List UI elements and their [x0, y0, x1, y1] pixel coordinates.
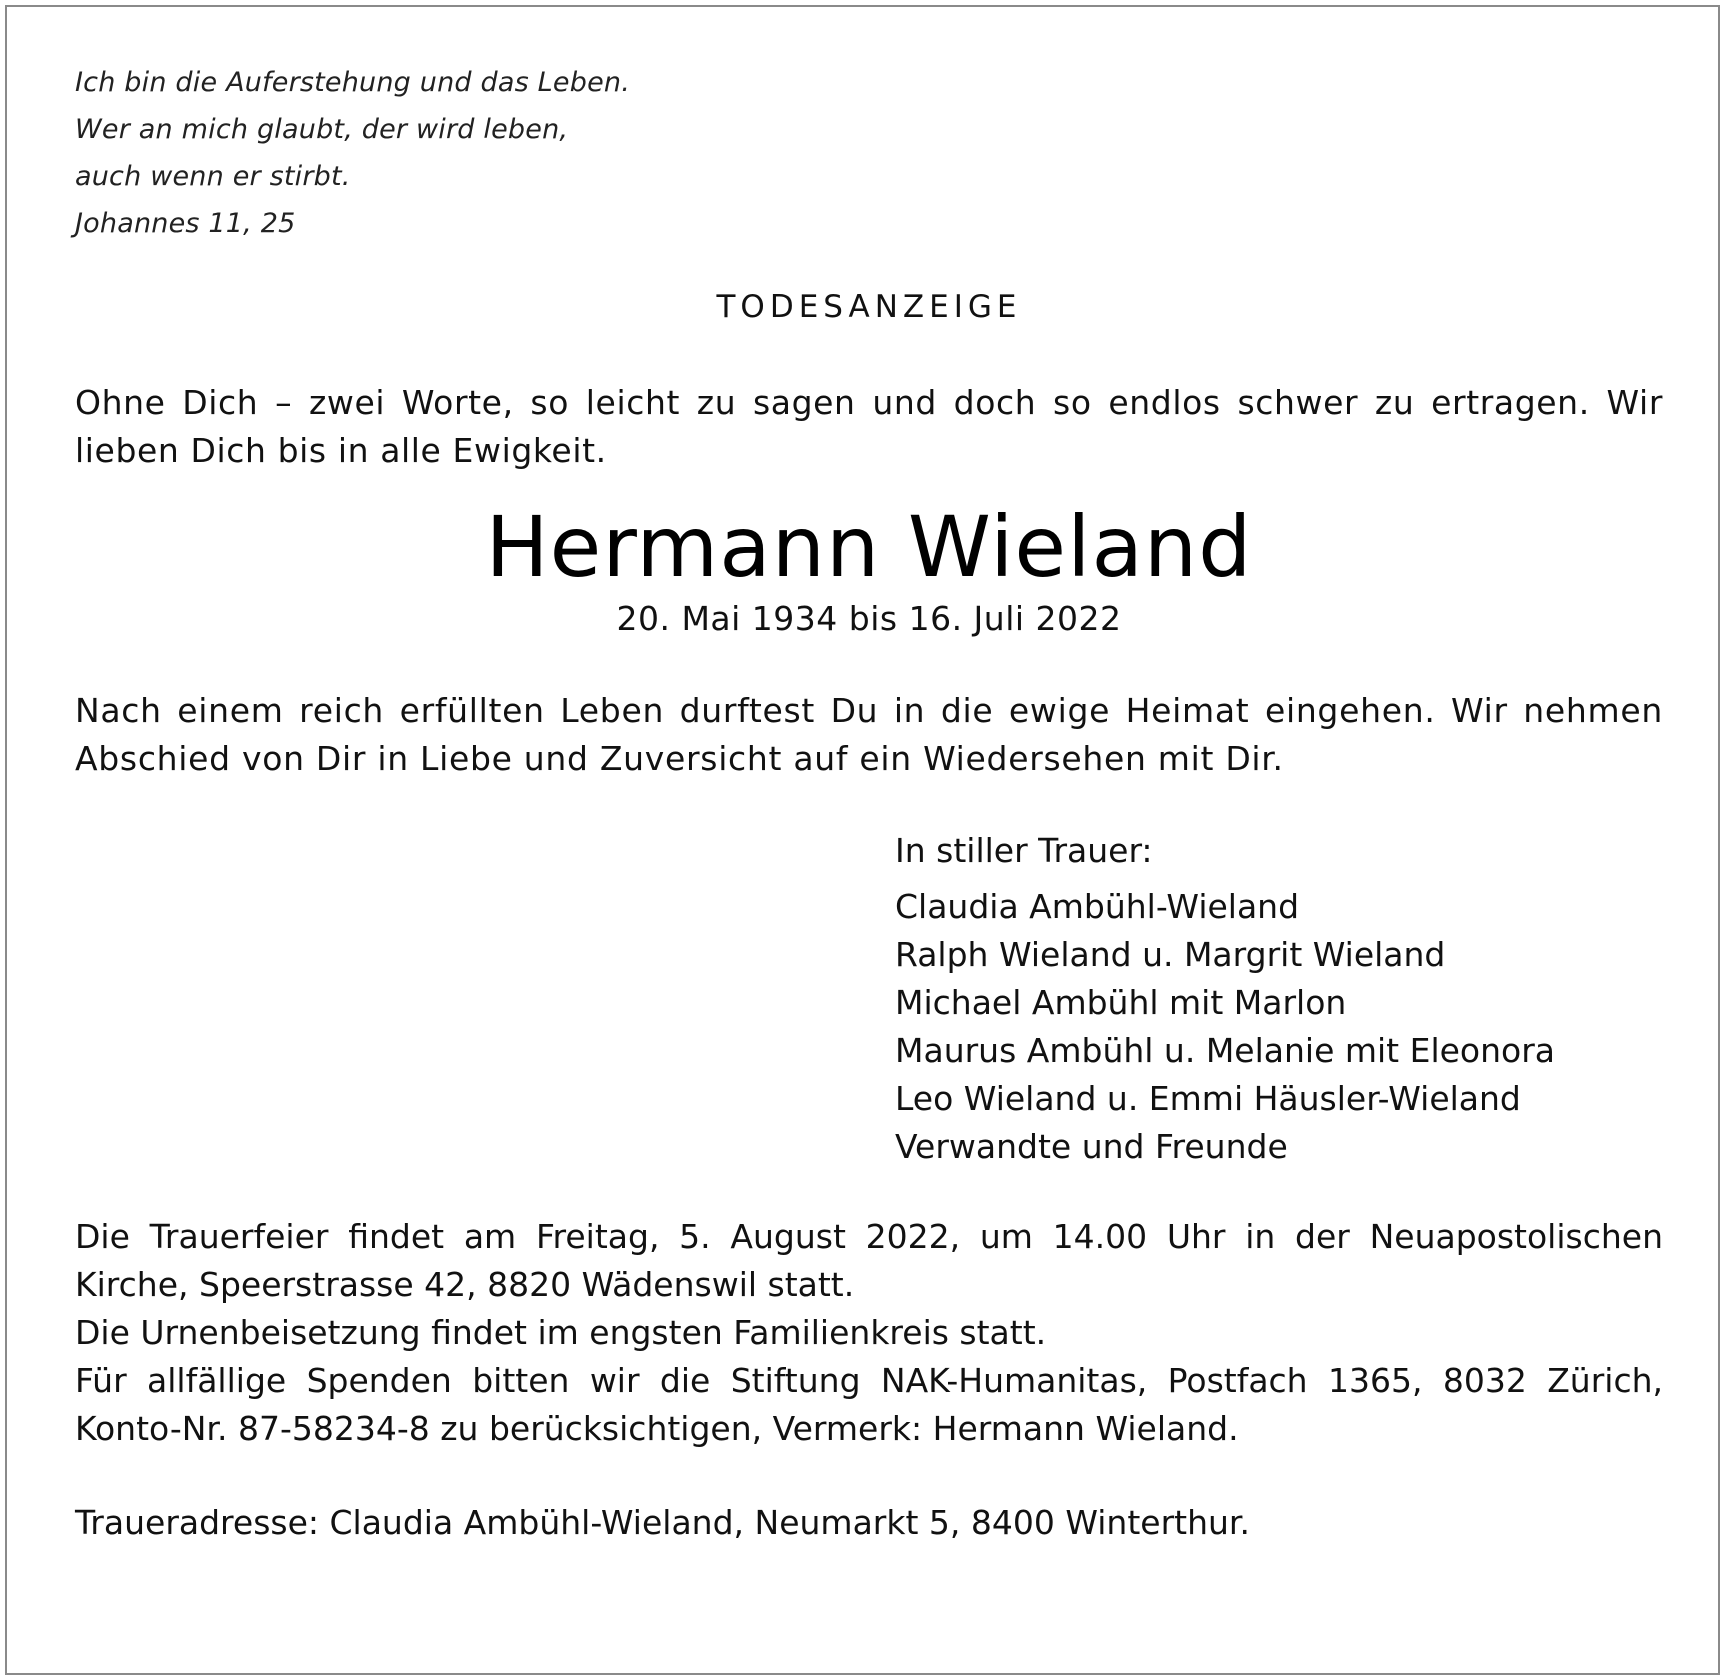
mourner-name: Maurus Ambühl u. Melanie mit Eleonora	[895, 1031, 1556, 1070]
mourner-name: Leo Wieland u. Emmi Häusler-Wieland	[895, 1079, 1521, 1118]
service-info	[75, 1213, 1663, 1453]
notice-heading: TODESANZEIGE	[716, 289, 1022, 325]
bible-verse	[75, 59, 1663, 247]
deceased-name: Hermann Wieland	[485, 498, 1253, 596]
mourner-name: Ralph Wieland u. Margrit Wieland	[895, 935, 1446, 974]
verse-line: Wer an mich glaubt, der wird leben,	[75, 114, 569, 145]
verse-line: auch wenn er stirbt.	[75, 161, 351, 192]
ceremony-text: Die Trauerfeier findet am Freitag, 5. August 2022, um 14.00 Uhr in der Neuapostolischen Kirche, Speerstrasse 42, 8820 Wädenswil statt.	[75, 1217, 1663, 1304]
obituary-content	[75, 59, 1663, 1547]
donations-text: Für allfällige Spenden bitten wir die Stiftung NAK-Humanitas, Postfach 1365, 8032 Zürich, Konto-Nr. 87-58234-8 zu berücksichtigen, Vermerk: Hermann Wieland.	[75, 1361, 1663, 1448]
mourners-label: In stiller Trauer:	[895, 831, 1153, 870]
life-dates: 20. Mai 1934 bis 16. Juli 2022	[616, 599, 1122, 638]
mourner-name: Claudia Ambühl-Wieland	[895, 887, 1300, 926]
mourning-address: Traueradresse: Claudia Ambühl-Wieland, Neumarkt 5, 8400 Winterthur.	[75, 1503, 1250, 1542]
mourners-block	[895, 827, 1663, 1171]
farewell-text: Nach einem reich erfüllten Leben durftest Du in die ewige Heimat eingehen. Wir nehmen Abschied von Dir in Liebe und Zuversicht auf ein Wiedersehen mit Dir.	[75, 691, 1663, 778]
verse-line: Ich bin die Auferstehung und das Leben.	[75, 67, 630, 98]
verse-reference: Johannes 11, 25	[75, 208, 296, 239]
obituary-frame	[5, 5, 1720, 1675]
mourner-name: Michael Ambühl mit Marlon	[895, 983, 1347, 1022]
mourner-name: Verwandte und Freunde	[895, 1127, 1288, 1166]
burial-text: Die Urnenbeisetzung findet im engsten Familienkreis statt.	[75, 1313, 1047, 1352]
intro-text: Ohne Dich – zwei Worte, so leicht zu sagen und doch so endlos schwer zu ertragen. Wir lieben Dich bis in alle Ewigkeit.	[75, 383, 1663, 470]
